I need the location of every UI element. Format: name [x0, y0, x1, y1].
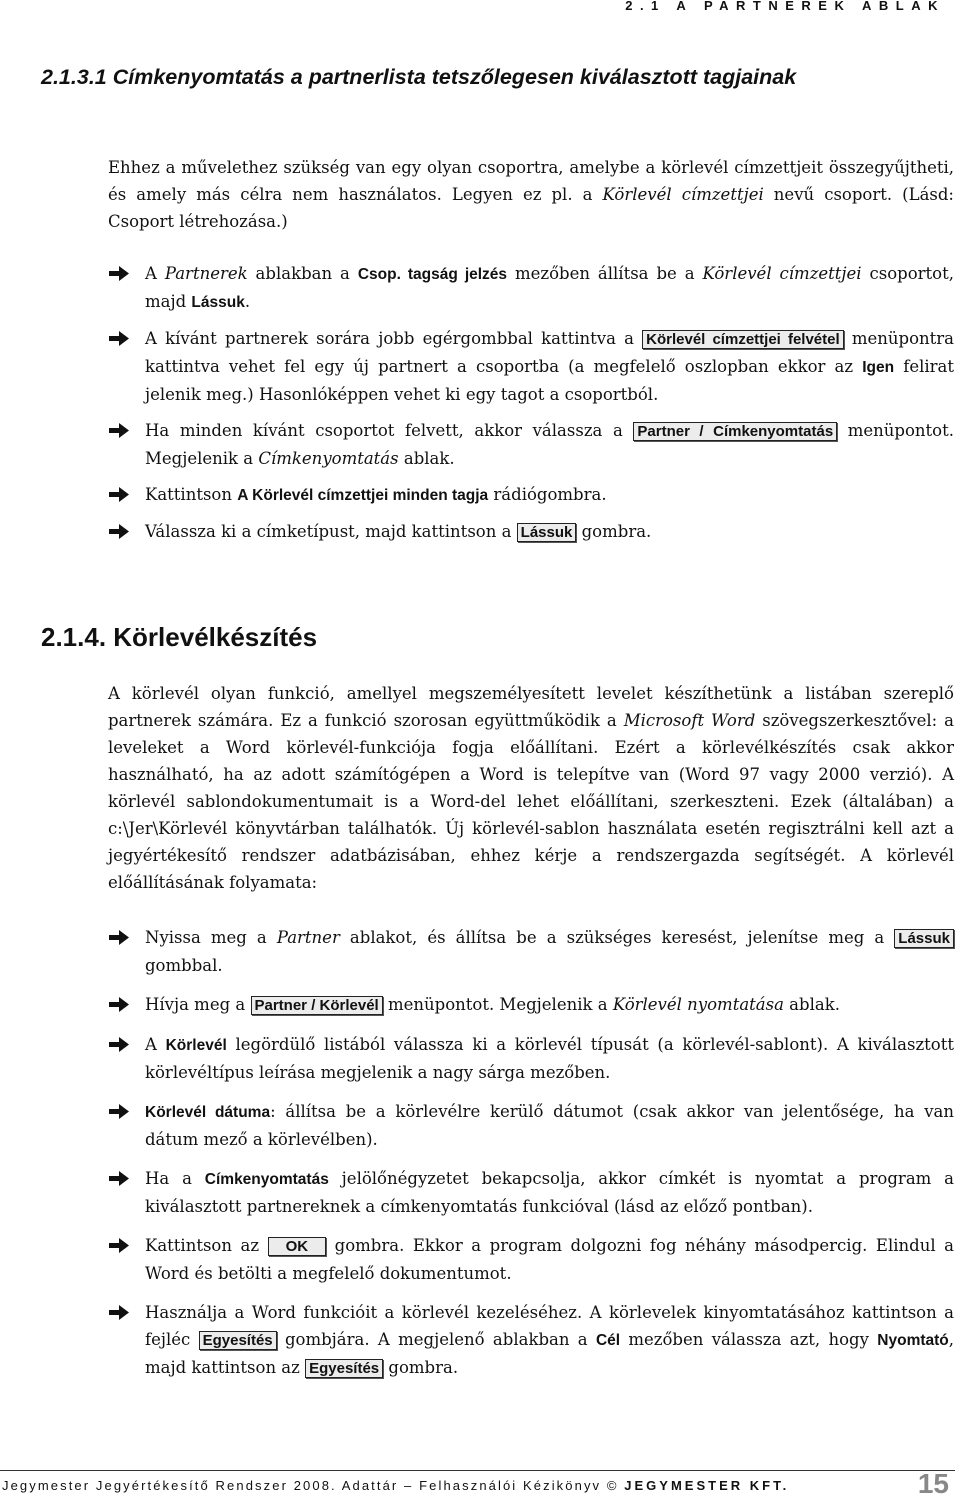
page-footer [0, 1470, 955, 1500]
arrow-right-icon [108, 265, 130, 282]
lassuk-button[interactable]: Lássuk [517, 523, 577, 542]
arrow-right-icon [108, 1170, 130, 1187]
page-number: 15 [917, 1468, 949, 1499]
menu-item-korlevel-cimzettjei-felvetel[interactable]: Körlevél címzettjei felvétel [642, 330, 843, 349]
arrow-right-icon [108, 422, 130, 439]
group-name: Körlevél címzettjei [602, 185, 764, 204]
list-item: Kattintson az OK gombra. Ekkor a program dolgozni fog néhány másodpercig. Elindul a Word és betölti a megfelelő dokumentumot. [108, 1232, 954, 1287]
menu-item-partner-korlevel[interactable]: Partner / Körlevél [251, 996, 383, 1015]
list-item: Kattintson A Körlevél címzettjei minden tagja rádiógombra. [108, 481, 954, 509]
copyright-icon: © [606, 1478, 619, 1493]
list-item: A Partnerek ablakban a Csop. tagság jelzés mezőben állítsa be a Körlevél címzettjei csoportot, majd Lássuk. [108, 260, 954, 316]
list-item: Nyissa meg a Partner ablakot, és állítsa be a szükséges keresést, jelenítse meg a Lássuk gombbal. [108, 924, 954, 979]
list-item: A kívánt partnerek sorára jobb egérgombbal kattintva a Körlevél címzettjei felvétel menüpontra kattintva vehet fel egy új partnert a csoportba (a megfelelő oszlopban ekkor az Igen felirat jelenik meg.) Hasonlóképpen vehet ki egy tagot a csoportból. [108, 325, 954, 408]
menu-item-partner-cimkenyomtatas[interactable]: Partner / Címkenyomtatás [633, 422, 837, 441]
arrow-right-icon [108, 1237, 130, 1254]
egyesites-button[interactable]: Egyesítés [305, 1359, 383, 1378]
arrow-right-icon [108, 330, 130, 347]
steps-list [108, 260, 954, 546]
company-name: JEGYMESTER KFT. [624, 1478, 790, 1493]
egyesites-button[interactable]: Egyesítés [199, 1331, 277, 1350]
arrow-right-icon [108, 996, 130, 1013]
arrow-right-icon [108, 1103, 130, 1120]
list-item: Válassza ki a címketípust, majd kattintson a Lássuk gombra. [108, 518, 954, 546]
footer-text: Jegymester Jegyértékesítő Rendszer 2008. Adattár – Felhasználói Kézikönyv © JEGYMESTER KFT. [2, 1478, 790, 1493]
section-title: 2.1.4. Körlevélkészítés [41, 622, 318, 652]
list-item: Ha minden kívánt csoportot felvett, akkor válassza a Partner / Címkenyomtatás menüpontot. Megjelenik a Címkenyomtatás ablak. [108, 417, 954, 472]
arrow-right-icon [108, 1036, 130, 1053]
steps-list [108, 924, 954, 1382]
list-item: A Körlevél legördülő listából válassza ki a körlevél típusát (a körlevél-sablont). A kiválasztott körlevéltípus leírása megjelenik a nagy sárga mezőben. [108, 1031, 954, 1086]
section-intro: A körlevél olyan funkció, amellyel megszemélyesített levelet készíthetünk a listában szereplő partnerek számára. Ez a funkció szorosan együttműködik a Microsoft Word szövegszerkesztővel: a leveleket a Word körlevél-funkciója fogja előállítani. Ezért a körlevélkészítés csak akkor használható, ha az adott számítógépen a Word is telepítve van (Word 97 vagy 2000 verzió). A körlevél sablondokumentumait is a Word-del lehet előállítani, szerkeszteni. Ezek (általában) a c:\Jer\Körlevél könyvtárban találhatók. Új körlevél-sablon használata esetén regisztrálni kell azt a jegyértékesítő rendszer adatbázisában, ehhez kérje a rendszergazda segítségét. A körlevél előállításának folyamata: [108, 684, 954, 892]
footer-divider [0, 1470, 955, 1471]
lassuk-button[interactable]: Lássuk [894, 929, 954, 948]
section-intro: Ehhez a művelethez szükség van egy olyan csoportra, amelybe a körlevél címzettjeit összegyűjtheti, és amely más célra nem használatos. Legyen ez pl. a Körlevél címzettjei nevű csoport. (Lásd: Csoport létrehozása.) [108, 158, 954, 231]
list-item: Ha a Címkenyomtatás jelölőnégyzetet bekapcsolja, akkor címkét is nyomtat a program a kiválasztott partnereknek a címkenyomtatás funkcióval (lásd az előző pontban). [108, 1165, 954, 1220]
list-item: Hívja meg a Partner / Körlevél menüpontot. Megjelenik a Körlevél nyomtatása ablak. [108, 991, 954, 1019]
ok-button[interactable]: OK [268, 1237, 327, 1256]
list-item: Használja a Word funkcióit a körlevél kezeléséhez. A körlevelek kinyomtatásához kattintson a fejléc Egyesítés gombjára. A megjelenő ablakban a Cél mezőben válassza azt, hogy Nyomtató, majd kattintson az Egyesítés gombra. [108, 1299, 954, 1382]
running-header: 2.1 A PARTNEREK ABLAK [625, 0, 945, 13]
list-item: Körlevél dátuma: állítsa be a körlevélre kerülő dátumot (csak akkor van jelentősége, ha van dátum mező a körlevélben). [108, 1098, 954, 1153]
arrow-right-icon [108, 523, 130, 540]
arrow-right-icon [108, 1304, 130, 1321]
section-title: 2.1.3.1 Címkenyomtatás a partnerlista tetszőlegesen kiválasztott tagjainak [41, 65, 797, 89]
arrow-right-icon [108, 486, 130, 503]
arrow-right-icon [108, 929, 130, 946]
